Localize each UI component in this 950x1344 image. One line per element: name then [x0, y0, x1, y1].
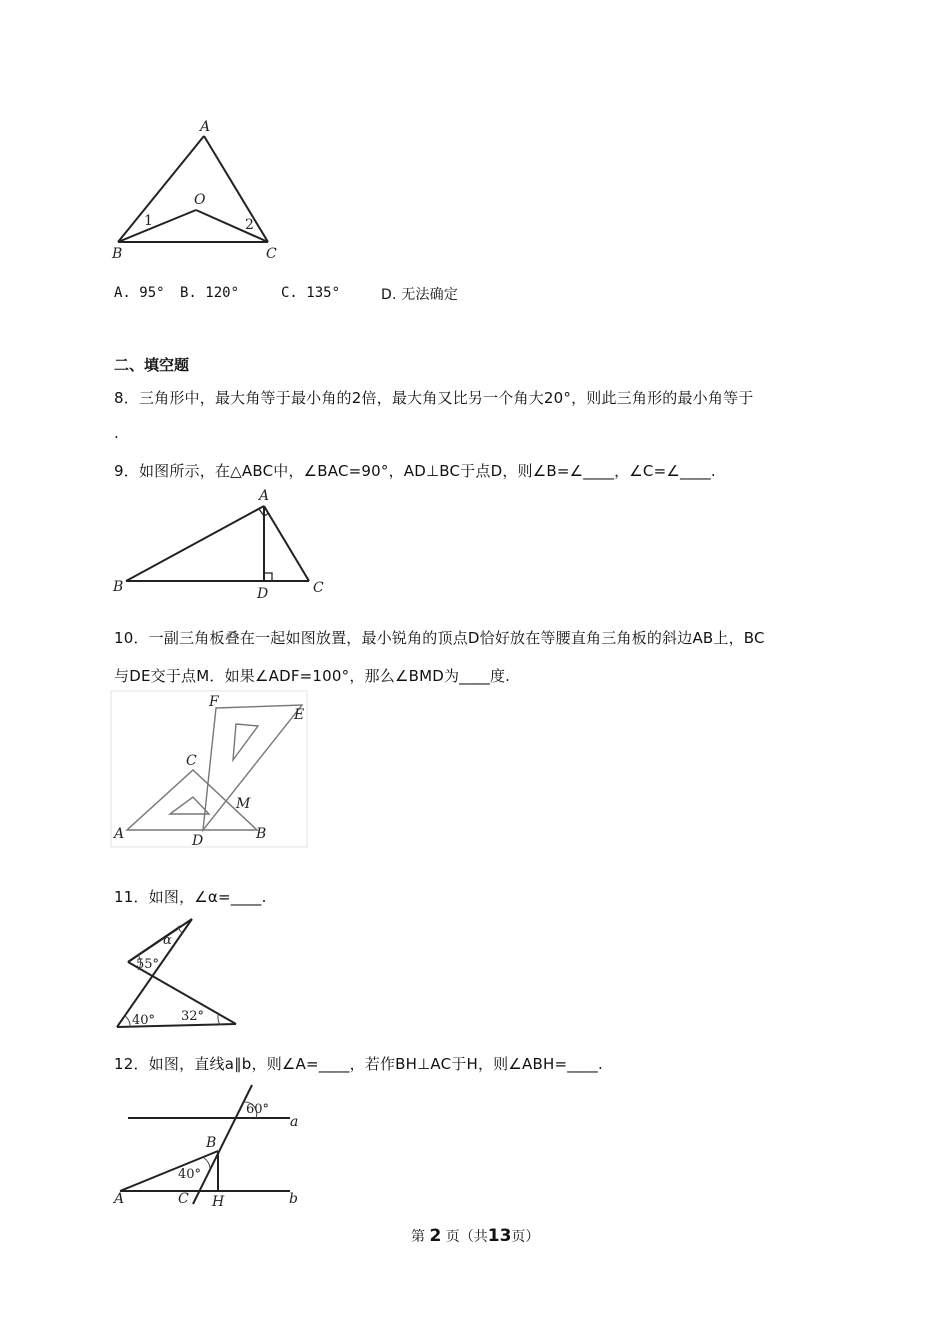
fig7-label-B: B [112, 246, 123, 262]
q8-line1: 8．三角形中，最大角等于最小角的2倍，最大角又比另一个角大20°，则此三角形的最小角等于 [114, 389, 754, 407]
fig9-label-A: A [259, 488, 270, 504]
fig10-label-E: E [294, 707, 305, 723]
q7-option-d: D. 无法确定 [381, 287, 459, 303]
fig7-label-C: C [266, 246, 277, 262]
fig10-label-M: M [236, 796, 251, 812]
figure-q7-triangle [108, 116, 283, 266]
fig12-label-a: a [290, 1114, 299, 1130]
page-footer [411, 1226, 539, 1246]
q7-option-a: A. 95° [114, 285, 165, 301]
fig11-label-32: 32° [181, 1009, 205, 1024]
fig12-label-b: b [289, 1191, 298, 1207]
fig10-label-D: D [192, 833, 204, 849]
fig10-label-C: C [186, 753, 197, 769]
fig7-label-2: 2 [245, 217, 254, 233]
q12-text: 12．如图，直线a∥b，则∠A=____，若作BH⊥AC于H，则∠ABH=____. [114, 1055, 603, 1073]
q8-line2: . [114, 424, 119, 442]
fig11-label-55: 55° [136, 957, 160, 972]
q9-text: 9．如图所示，在△ABC中，∠BAC=90°，AD⊥BC于点D，则∠B=∠____，∠C=∠____. [114, 462, 716, 480]
fig10-label-B: B [256, 826, 267, 842]
fig9-label-B: B [113, 579, 124, 595]
q10-line1: 10．一副三角板叠在一起如图放置，最小锐角的顶点D恰好放在等腰直角三角板的斜边AB上，BC [114, 629, 765, 647]
figure-q12-parallel-lines [108, 1080, 303, 1210]
section-title: 二、填空题 [114, 356, 190, 374]
figure-q11-angles [108, 910, 243, 1032]
footer-total-pages: 13 [487, 1226, 512, 1246]
figure-q10-set-squares [110, 690, 310, 850]
fig11-label-40: 40° [132, 1013, 156, 1028]
footer-mid: 页（共 [445, 1229, 488, 1245]
fig12-label-C: C [178, 1191, 189, 1207]
footer-post: 页） [511, 1229, 540, 1245]
fig11-label-alpha: α [163, 933, 172, 948]
fig12-label-B: B [206, 1135, 217, 1151]
fig10-label-A: A [114, 826, 125, 842]
q7-option-b: B. 120° [180, 285, 240, 301]
fig9-label-D: D [257, 586, 269, 602]
fig12-label-A: A [114, 1191, 125, 1207]
footer-page-number: 2 [429, 1226, 442, 1246]
q7-option-c: C. 135° [281, 285, 341, 301]
footer-pre: 第 [411, 1229, 425, 1245]
fig7-label-O: O [194, 192, 206, 208]
figure-q9-right-triangle [108, 486, 333, 602]
fig12-label-60: 60° [246, 1102, 270, 1117]
fig10-label-F: F [209, 694, 219, 710]
q11-text: 11．如图，∠α=____. [114, 888, 267, 906]
fig12-label-H: H [212, 1194, 225, 1210]
fig12-label-40: 40° [178, 1167, 202, 1182]
fig9-label-C: C [313, 580, 324, 596]
fig7-label-A: A [200, 119, 211, 135]
fig7-label-1: 1 [144, 213, 153, 229]
q10-line2: 与DE交于点M．如果∠ADF=100°，那么∠BMD为____度. [114, 667, 511, 685]
